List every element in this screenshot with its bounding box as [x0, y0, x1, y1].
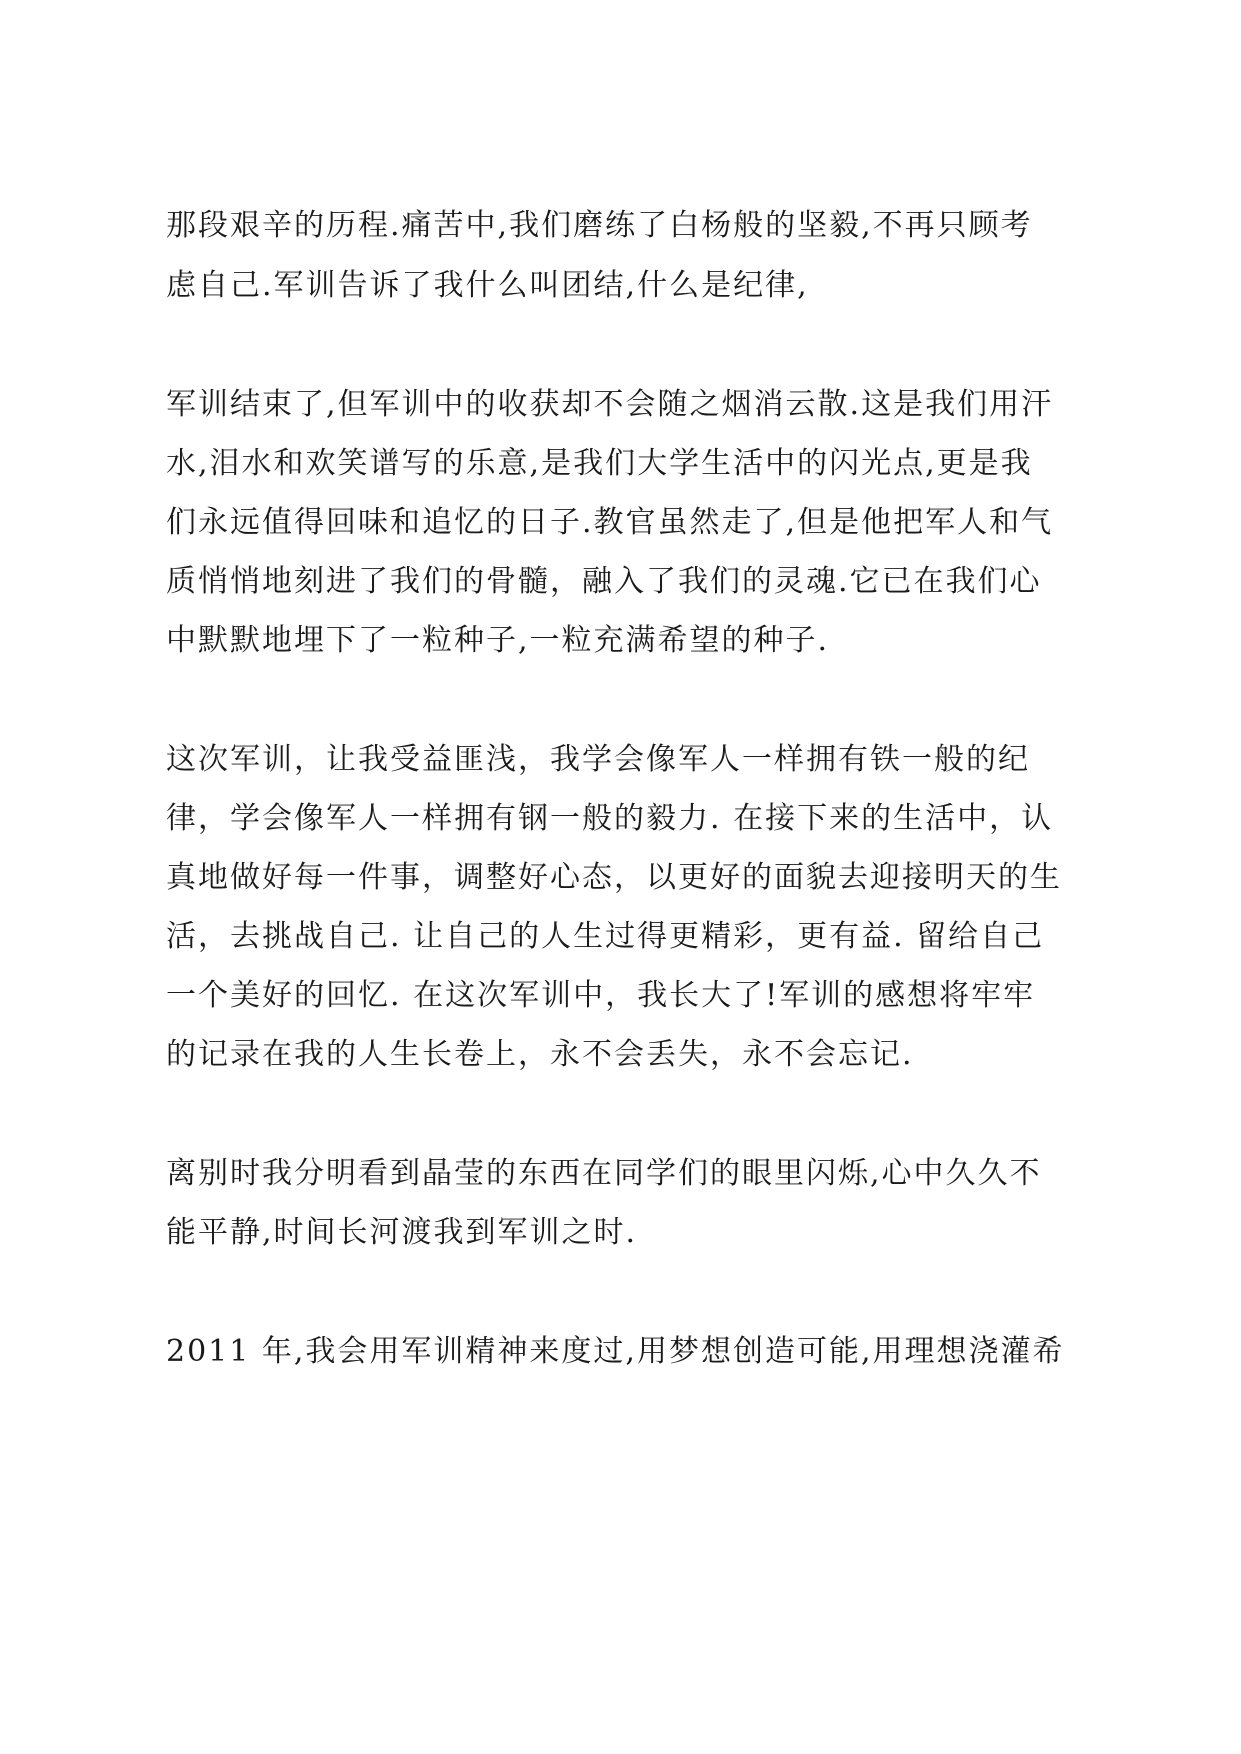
text-line: 们永远值得回味和追忆的日子.教官虽然走了,但是他把军人和气 — [166, 505, 1054, 540]
text-line: 质悄悄地刻进了我们的骨髓，融入了我们的灵魂.它已在我们心 — [166, 564, 1042, 599]
text-line: 真地做好每一件事，调整好心态，以更好的面貌去迎接明天的生 — [166, 860, 1062, 895]
text-line: 那段艰辛的历程.痛苦中,我们磨练了白杨般的坚毅,不再只顾考 — [166, 208, 1033, 243]
text-line: 中默默地埋下了一粒种子,一粒充满希望的种子. — [166, 623, 830, 658]
text-line: 离别时我分明看到晶莹的东西在同学们的眼里闪烁,心中久久不 — [166, 1156, 1042, 1191]
text-line: 活，去挑战自己. 让自己的人生过得更精彩，更有益. 留给自己 — [166, 919, 1045, 954]
text-line: 水,泪水和欢笑谱写的乐意,是我们大学生活中的闪光点,更是我 — [166, 446, 1033, 481]
text-line: 2011 年,我会用军训精神来度过,用梦想创造可能,用理想浇灌希 — [166, 1334, 1065, 1369]
text-line: 虑自己.军训告诉了我什么叫团结,什么是纪律, — [166, 268, 809, 303]
text-line: 律，学会像军人一样拥有钢一般的毅力. 在接下来的生活中，认 — [166, 801, 1054, 836]
text-line: 军训结束了,但军训中的收获却不会随之烟消云散.这是我们用汗 — [166, 387, 1054, 422]
text-line: 这次军训，让我受益匪浅，我学会像军人一样拥有铁一般的纪 — [166, 742, 1030, 777]
text-line: 能平静,时间长河渡我到军训之时. — [166, 1215, 638, 1250]
text-line: 一个美好的回忆. 在这次军训中，我长大了!军训的感想将牢牢 — [166, 978, 1036, 1013]
text-line: 的记录在我的人生长卷上，永不会丢失，永不会忘记. — [166, 1037, 914, 1072]
